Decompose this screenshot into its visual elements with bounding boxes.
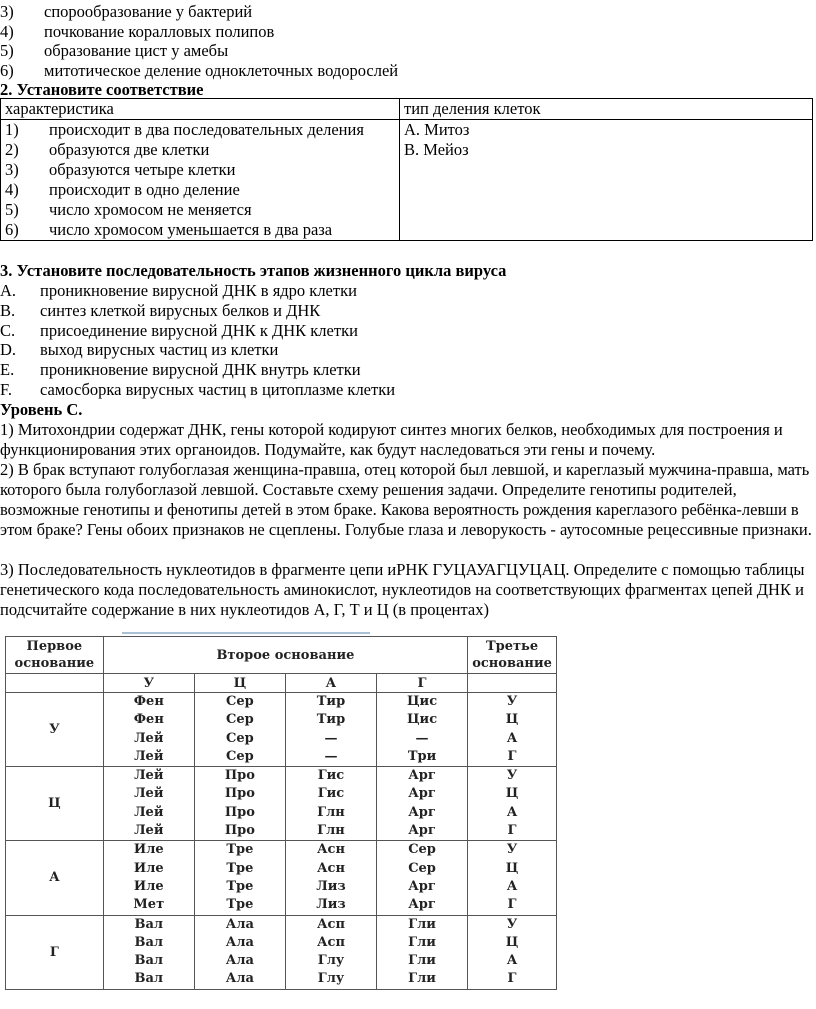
item-letter: F. — [0, 380, 12, 399]
amino-acid-cell — [103, 767, 194, 841]
amino-acid: Ала — [225, 953, 254, 969]
amino-acid: Гли — [408, 953, 436, 969]
third-base-label: Г — [507, 823, 517, 839]
amino-acid: Тир — [316, 694, 346, 709]
item-text: синтез клеткой вирусных белков и ДНК — [40, 300, 321, 320]
amino-acid: — — [324, 730, 338, 746]
amino-acid-cell — [194, 915, 285, 989]
task2-title — [0, 80, 203, 100]
amino-acid: Сер — [408, 860, 436, 876]
third-base-label: У — [506, 842, 518, 858]
amino-acid: Гли — [408, 916, 436, 932]
third-base-cell — [468, 915, 557, 989]
task3-title — [0, 261, 506, 281]
level-c-task3: 3) Последовательность нуклеотидов в фрагменте цепи иРНК ГУЦАУАГЦУЦАЦ. Определите с помощью таблицы генетического кода последовательность аминокислот, нуклеотидов на соответствующих фрагментах цепей ДНК и подсчитайте содержание в них нуклеотидов А, Г, Т и Ц (в процентах) — [0, 560, 805, 619]
item-text: проникновение вирусной ДНК внутрь клетки — [40, 360, 361, 380]
heading: 3. Установите последовательность этапов жизненного цикла вируса — [0, 261, 507, 280]
amino-acid: Сер — [408, 842, 436, 858]
third-base-label: А — [506, 730, 518, 746]
amino-acid: Асп — [316, 916, 345, 932]
amino-acid: Лей — [134, 804, 164, 820]
item-text: образуются четыре клетки — [49, 160, 236, 179]
first-base-label: У — [6, 693, 104, 767]
second-base-label: У — [103, 674, 194, 693]
empty-cell — [468, 674, 557, 693]
amino-acid: Тре — [226, 842, 254, 858]
third-base-label: А — [506, 804, 518, 820]
characteristic-item — [5, 220, 395, 240]
amino-acid: Лиз — [316, 897, 346, 913]
amino-acid: Фен — [133, 712, 164, 728]
item-text: самосборка вирусных частиц в цитоплазме клетки — [40, 380, 396, 399]
amino-acid-cell — [377, 841, 468, 915]
third-base-label: Ц — [505, 934, 519, 950]
amino-acid: Цис — [406, 694, 438, 709]
amino-acid-cell — [194, 841, 285, 915]
first-base-label: Ц — [6, 767, 104, 841]
col-header-division-type: тип деления клеток — [400, 99, 813, 120]
amino-acid: Лей — [134, 823, 164, 839]
sequence-item — [0, 340, 278, 360]
third-base-label: Г — [507, 748, 517, 764]
amino-acid: Глн — [317, 804, 345, 820]
item-letter: B. — [0, 300, 16, 320]
list-item — [0, 41, 228, 61]
amino-acid: Про — [224, 823, 255, 839]
list-item — [0, 2, 252, 22]
item-text: образуются две клетки — [49, 140, 210, 159]
amino-acid: Тре — [226, 878, 254, 894]
third-base-label: Ц — [505, 860, 519, 876]
amino-acid: Фен — [133, 694, 164, 709]
third-base-cell — [468, 767, 557, 841]
amino-acid: Вал — [134, 916, 164, 932]
list-item — [0, 61, 398, 81]
second-base-label: А — [285, 674, 376, 693]
amino-acid: Арг — [408, 804, 436, 820]
item-text: присоединение вирусной ДНК к ДНК клетки — [40, 320, 358, 340]
amino-acid: Сер — [226, 730, 254, 746]
item-number: 4) — [5, 180, 19, 199]
third-base-cell — [468, 841, 557, 915]
amino-acid: Гис — [317, 768, 345, 784]
item-text: происходит в одно деление — [49, 180, 240, 199]
amino-acid: Арг — [408, 823, 436, 839]
amino-acid-cell — [103, 841, 194, 915]
third-base-label: Ц — [505, 712, 519, 728]
amino-acid: Глн — [317, 823, 345, 839]
amino-acid-cell — [377, 693, 468, 767]
division-type: В. Мейоз — [404, 140, 469, 159]
amino-acid-cell — [285, 693, 376, 767]
types-cell — [400, 120, 813, 241]
amino-acid: Асн — [316, 842, 345, 858]
amino-acid: — — [324, 748, 338, 764]
amino-acid: Цис — [406, 712, 438, 728]
amino-acid-cell — [377, 915, 468, 989]
amino-acid: Ала — [225, 934, 254, 950]
amino-acid: Лей — [134, 786, 164, 802]
item-text: число хромосом уменьшается в два раза — [49, 220, 333, 239]
amino-acid: Арг — [408, 878, 436, 894]
amino-acid: Лей — [134, 730, 164, 746]
item-number: 6) — [0, 60, 14, 80]
third-base-label: У — [506, 694, 518, 709]
genetic-code-table — [5, 636, 557, 990]
second-base-header: Второе основание — [103, 637, 467, 674]
characteristic-item — [5, 200, 395, 220]
item-text: число хромосом не меняется — [49, 200, 252, 219]
item-text: проникновение вирусной ДНК в ядро клетки — [40, 281, 357, 300]
item-number: 1) — [5, 120, 19, 139]
item-number: 3) — [0, 2, 14, 21]
amino-acid: Мет — [133, 897, 165, 913]
second-base-label: Ц — [194, 674, 285, 693]
amino-acid: Арг — [408, 897, 436, 913]
item-text: почкование коралловых полипов — [44, 21, 275, 41]
item-number: 6) — [5, 220, 19, 239]
first-base-label: Г — [6, 915, 104, 989]
third-base-label: Г — [507, 971, 517, 987]
amino-acid-cell — [194, 767, 285, 841]
amino-acid: Тре — [226, 897, 254, 913]
sequence-item — [0, 380, 395, 400]
col-header-characteristic: характеристика — [1, 99, 400, 120]
item-number: 3) — [5, 160, 19, 179]
amino-acid: Глу — [317, 971, 345, 987]
amino-acid: Тре — [226, 860, 254, 876]
amino-acid: Вал — [134, 934, 164, 950]
level-c-task2: 2) В брак вступают голубоглазая женщина-правша, отец которой был левшой, и кареглазый мужчина-правша, мать которого была голубоглазой левшой. Составьте схему решения задачи. Определите генотипы родителей, возможные генотипы и фенотипы детей в этом браке. Какова вероятность рождения кареглазого ребёнка-левши в этом браке? Гены обоих признаков не сцеплены. Голубые глаза и леворукость - аутосомные рецессивные признаки. — [0, 460, 812, 539]
item-letter: A. — [0, 281, 17, 300]
amino-acid: Иле — [133, 878, 164, 894]
amino-acid: Сер — [226, 712, 254, 728]
item-text: митотическое деление одноклеточных водорослей — [44, 60, 399, 80]
list-item — [0, 22, 274, 42]
first-base-label: А — [6, 841, 104, 915]
amino-acid: Иле — [133, 860, 164, 876]
third-base-label: У — [506, 916, 518, 932]
item-number: 5) — [0, 41, 14, 60]
amino-acid-cell — [285, 915, 376, 989]
first-base-header: Первое основание — [6, 637, 104, 674]
item-text: выход вирусных частиц из клетки — [40, 340, 279, 360]
amino-acid: Лей — [134, 748, 164, 764]
amino-acid: Ала — [225, 916, 254, 932]
heading: Уровень С. — [0, 400, 83, 419]
third-base-label: А — [506, 878, 518, 894]
item-text: образование цист у амебы — [44, 41, 229, 60]
amino-acid: Лиз — [316, 878, 346, 894]
amino-acid-cell — [103, 693, 194, 767]
characteristics-cell — [1, 120, 400, 241]
amino-acid: Тир — [316, 712, 346, 728]
amino-acid: Асн — [316, 860, 345, 876]
amino-acid: Лей — [134, 768, 164, 784]
item-number: 2) — [5, 140, 19, 159]
amino-acid: Арг — [408, 786, 436, 802]
amino-acid: Иле — [133, 842, 164, 858]
amino-acid: Про — [224, 768, 255, 784]
third-base-label: Ц — [505, 786, 519, 802]
third-base-label: Г — [507, 897, 517, 913]
division-type: А. Митоз — [404, 120, 470, 139]
amino-acid: Сер — [226, 694, 254, 709]
characteristic-item — [5, 120, 395, 140]
amino-acid: Арг — [408, 768, 436, 784]
item-letter: D. — [0, 340, 17, 360]
amino-acid: Глу — [317, 953, 345, 969]
sequence-item — [0, 301, 320, 321]
amino-acid: Гли — [408, 934, 436, 950]
item-number: 5) — [5, 200, 19, 219]
characteristic-item — [5, 160, 395, 180]
amino-acid: Гли — [408, 971, 436, 987]
level-c-task1: 1) Митохондрии содержат ДНК, гены которой кодируют синтез многих белков, необходимых для построения и функционирования этих органоидов. Подумайте, как будут наследоваться эти гены и почему. — [0, 420, 783, 459]
sequence-item — [0, 360, 361, 380]
matching-table — [0, 98, 813, 241]
level-c-title — [0, 400, 82, 420]
amino-acid: Сер — [226, 748, 254, 764]
sequence-item — [0, 321, 358, 341]
amino-acid-cell — [194, 693, 285, 767]
item-number: 4) — [0, 21, 14, 41]
item-text: спорообразование у бактерий — [44, 2, 253, 21]
sequence-item — [0, 281, 357, 301]
amino-acid: Асп — [316, 934, 345, 950]
second-base-label: Г — [377, 674, 468, 693]
amino-acid: Вал — [134, 953, 164, 969]
amino-acid: Гис — [317, 786, 345, 802]
amino-acid-cell — [377, 767, 468, 841]
amino-acid: — — [415, 730, 429, 746]
decorative-line — [122, 632, 370, 634]
amino-acid: Про — [224, 804, 255, 820]
amino-acid: Про — [224, 786, 255, 802]
amino-acid-cell — [285, 767, 376, 841]
heading: 2. Установите соответствие — [0, 80, 204, 99]
characteristic-item — [5, 140, 395, 160]
third-base-cell — [468, 693, 557, 767]
item-letter: C. — [0, 320, 16, 340]
empty-cell — [6, 674, 104, 693]
amino-acid: Три — [407, 748, 437, 764]
amino-acid-cell — [285, 841, 376, 915]
amino-acid: Вал — [134, 971, 164, 987]
item-text: происходит в два последовательных деления — [49, 120, 364, 139]
characteristic-item — [5, 180, 395, 200]
item-letter: E. — [0, 360, 15, 380]
amino-acid-cell — [103, 915, 194, 989]
third-base-header: Третье основание — [468, 637, 557, 674]
third-base-label: У — [506, 768, 518, 784]
amino-acid: Ала — [225, 971, 254, 987]
third-base-label: А — [506, 953, 518, 969]
